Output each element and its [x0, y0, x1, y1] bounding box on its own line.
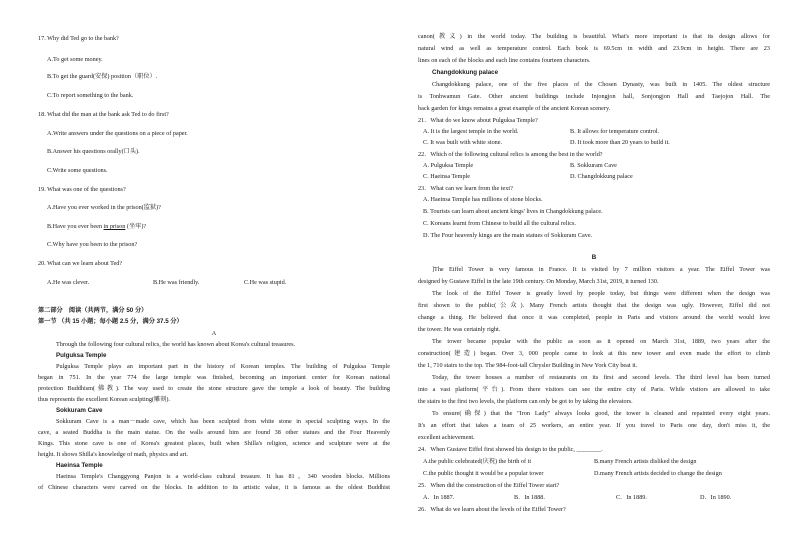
q19-option-a: A.Have you ever worked in the prison(监狱)?: [47, 204, 161, 211]
q17-option-b: B.To get the guard(安保) position（职位）.: [47, 73, 158, 80]
q17-option-a: A.To get some money.: [47, 56, 103, 63]
q21-option-d: D. It took more than 20 years to build it.: [570, 139, 670, 146]
pulguksa-title: Pulguksa Temple: [56, 352, 107, 359]
eiffel-line-2: designed by Gustave Eiffel in the late 19th century. On Monday, March 31st, 2019, it turned 130.: [418, 278, 659, 285]
changdokkung-title: Changdokkung palace: [432, 69, 499, 76]
q18-option-b: B.Answer his questions orally(口头).: [47, 148, 140, 155]
q23-option-c: C. Koreans learnt from Chinese to build all the cultural relics.: [423, 220, 576, 227]
q21-option-c: C. It was built with white stone.: [423, 139, 503, 146]
q25-option-c: C．In 1889.: [616, 494, 647, 501]
q19-option-b: [47, 223, 146, 231]
eiffel-line-6: the tower. He was certainly right.: [418, 326, 501, 333]
q23-option-b: B. Tourists can learn about ancient kings' lives in Changdokkung palace.: [423, 208, 603, 215]
passage-a-label: A: [211, 330, 217, 337]
q23-option-d: D. The Four heavenly kings are the main statues of Sokkuram Cave.: [423, 232, 593, 239]
q22-option-c: C. Haeinsa Temple: [423, 173, 471, 180]
eiffel-line-9: the 1, 710 stairs to the top. The 984-foot-tall Chrysler Building in New York City beat it.: [418, 362, 638, 369]
q25-option-b: B．In 1888.: [514, 494, 545, 501]
sokkuram-line-2: cave, a seated Buddha is the main statue. On the walls around him are found 38 other statues and the Four Heavenly: [38, 429, 390, 436]
pulguksa-line-3: protection Buddhism(佛教). The way used to create the stone structure gave the temple a look of beauty. The building: [38, 385, 390, 392]
eiffel-line-1: ]The Eiffel Tower is very famous in France. It is visited by 7 million visitors a year. The Eiffel Tower was: [432, 266, 770, 273]
q23-stem: 23．What can we learn from the text?: [418, 185, 513, 192]
eiffel-line-7: The tower became popular with the public as soon as it opened on March 31st, 1889, two years after the: [432, 338, 770, 345]
haeinsa-line-5: lines on each of the blocks and each line contains fourteen characters.: [418, 57, 591, 64]
q17-option-c: C.To report something to the bank.: [47, 92, 134, 99]
q20-option-c: C.He was stupid.: [244, 279, 287, 286]
eiffel-line-13: To ensure(确保) that the "Iron Lady" always looks good, the tower is cleaned and repainted every eight years.: [432, 410, 770, 417]
eiffel-line-3: The look of the Eiffel Tower is greatly loved by people today, but things were different when the design was: [432, 290, 770, 297]
sokkuram-line-4: height. It shows Shilla's knowledge of math, physics and art.: [38, 451, 188, 458]
q22-stem: 22．Which of the following cultural relics is among the best in the world?: [418, 151, 603, 158]
haeinsa-line-4: natural wind as well as temperature control. Each book is 69.5cm in width and 23.9cm in height. There are 23: [418, 45, 770, 52]
pulguksa-line-1: Pulguksa Temple plays an important part in the history of Korean temples. The building of Pulguksa Temple: [56, 363, 390, 370]
q21-option-b: B. It allows for temperature control.: [570, 128, 660, 135]
pulguksa-line-4: thus represents the excellent Korean sculpting(雕刻).: [38, 396, 170, 403]
q20-stem: 20. What can we learn about Ted?: [38, 260, 123, 267]
changdokkung-line-3: back garden for kings remains a great example of the ancient Korean scenery.: [418, 105, 611, 112]
sokkuram-line-1: Sokkuram Cave is a man－made cave, which has been sculpted from white stone in special sculpting ways. In the: [56, 418, 390, 425]
passage-a-intro: Through the following four cultural relics, the world has known about Korea's cultural treasures.: [56, 341, 296, 348]
eiffel-line-11: into a vast platform(平台). From there visitors can see the entire city of Paris. While visitors are allowed to take: [418, 386, 770, 393]
eiffel-line-5: change a thing. He believed that once it was completed, people in Paris and visitors around the world would love: [418, 314, 770, 321]
haeinsa-line-2: of Chinese characters were carved on the blocks. In addition to its artistic value, it is famous as the oldest Buddhist: [38, 484, 390, 491]
section-heading: 第二部分 阅读（共两节，满分 50 分）: [38, 307, 148, 314]
subsection-heading: 第一节 （共 15 小题；每小题 2.5 分，满分 37.5 分）: [38, 318, 183, 325]
haeinsa-title: Haeinsa Temple: [56, 462, 103, 469]
q20-option-a: A.He was clever.: [47, 279, 90, 286]
q19-option-b-underlined: in prison: [103, 223, 126, 230]
eiffel-line-12: the stairs to the first two levels, the platform can only be got to by taking the elevators.: [418, 398, 633, 405]
changdokkung-line-1: Changdokkung palace, one of the five places of the Chosen Dynasty, was built in 1405. The oldest structure: [432, 81, 770, 88]
q19-stem: 19. What was one of the questions?: [38, 186, 126, 193]
q18-stem: 18. What did the man at the bank ask Ted to do first?: [38, 111, 169, 118]
q20-option-b: B.He was friendly.: [153, 279, 200, 286]
q19-option-c: C.Why have you been to the prison?: [47, 241, 138, 248]
q22-option-d: D. Changdokkung palace: [570, 173, 633, 180]
q24-stem: 24．When Gustave Eiffel first showed his design to the public, ________.: [418, 446, 603, 453]
q19-option-b-text: B.Have you ever been: [47, 223, 104, 230]
eiffel-line-10: Today, the tower houses a number of restaurants on its first and second levels. The third level has been turned: [432, 374, 770, 381]
eiffel-line-15: excellent achievement.: [418, 434, 475, 441]
q18-option-c: C.Write some questions.: [47, 167, 108, 174]
q22-option-b: B. Sokkuram Cave: [570, 162, 617, 169]
eiffel-line-4: first shown to the public(公众). Many French artists thought that the design was ugly. However, Eiffel did not: [418, 302, 770, 309]
sokkuram-line-3: Kings. This stone cave is one of Korea's greatest places, built when Shilla's religion, science and sculpture were at the: [38, 440, 390, 447]
eiffel-line-8: construction(建造) began. Over 3, 000 people came to look at this new tower and even made the effort to climb: [418, 350, 770, 357]
q24-option-c: C.the public thought it would be a popular tower: [423, 470, 544, 477]
q24-option-a: A.the public celebrated(庆祝) the birth of it: [423, 458, 532, 465]
q23-option-a: A. Haeinsa Temple has millions of stone blocks.: [423, 196, 543, 203]
q22-option-a: A. Pulguksa Temple: [423, 162, 474, 169]
q24-option-b: B.many French artists disliked the design: [594, 458, 697, 465]
sokkuram-title: Sokkuram Cave: [56, 407, 103, 414]
q26-stem: 26．What do we learn about the levels of the Eiffel Tower?: [418, 506, 566, 513]
q25-stem: 25．When did the construction of the Eiffel Tower start?: [418, 482, 560, 489]
changdokkung-line-2: is Tonhwamun Gate. Other ancient buildings include Injongjon hall, Sonjongjon Hall and Taejojon Hall. The: [418, 93, 770, 100]
q19-option-b-gloss: (坐牢)?: [125, 223, 147, 230]
passage-b-label: B: [591, 254, 597, 261]
haeinsa-line-1: Haeinsa Temple's Changgyong Panjon is a world-class cultural treasure. It has 81，340 wooden blocks. Millions: [56, 473, 390, 480]
q18-option-a: A.Write answers under the questions on a piece of paper.: [47, 130, 188, 137]
q25-option-a: A．In 1887.: [423, 494, 455, 501]
haeinsa-line-3: canon(教义) in the world today. The building is beautiful. What's more important is that its design allows for: [418, 33, 770, 40]
q21-option-a: A. It is the largest temple in the world.: [423, 128, 519, 135]
pulguksa-line-2: began in 751. In the year 774 the large temple was finished, becoming an important center for Korean national: [38, 374, 390, 381]
q25-option-d: D．In 1890.: [700, 494, 732, 501]
q21-stem: 21．What do we know about Pulguksa Temple?: [418, 117, 538, 124]
eiffel-line-14: It's an effort that takes a team of 25 workers, an entire year. If you travel to Paris one day, don't miss it, the: [418, 422, 770, 429]
q17-stem: 17. Why did Ted go to the bank?: [38, 35, 119, 42]
q24-option-d: D.many French artists decided to change the design: [594, 470, 722, 477]
